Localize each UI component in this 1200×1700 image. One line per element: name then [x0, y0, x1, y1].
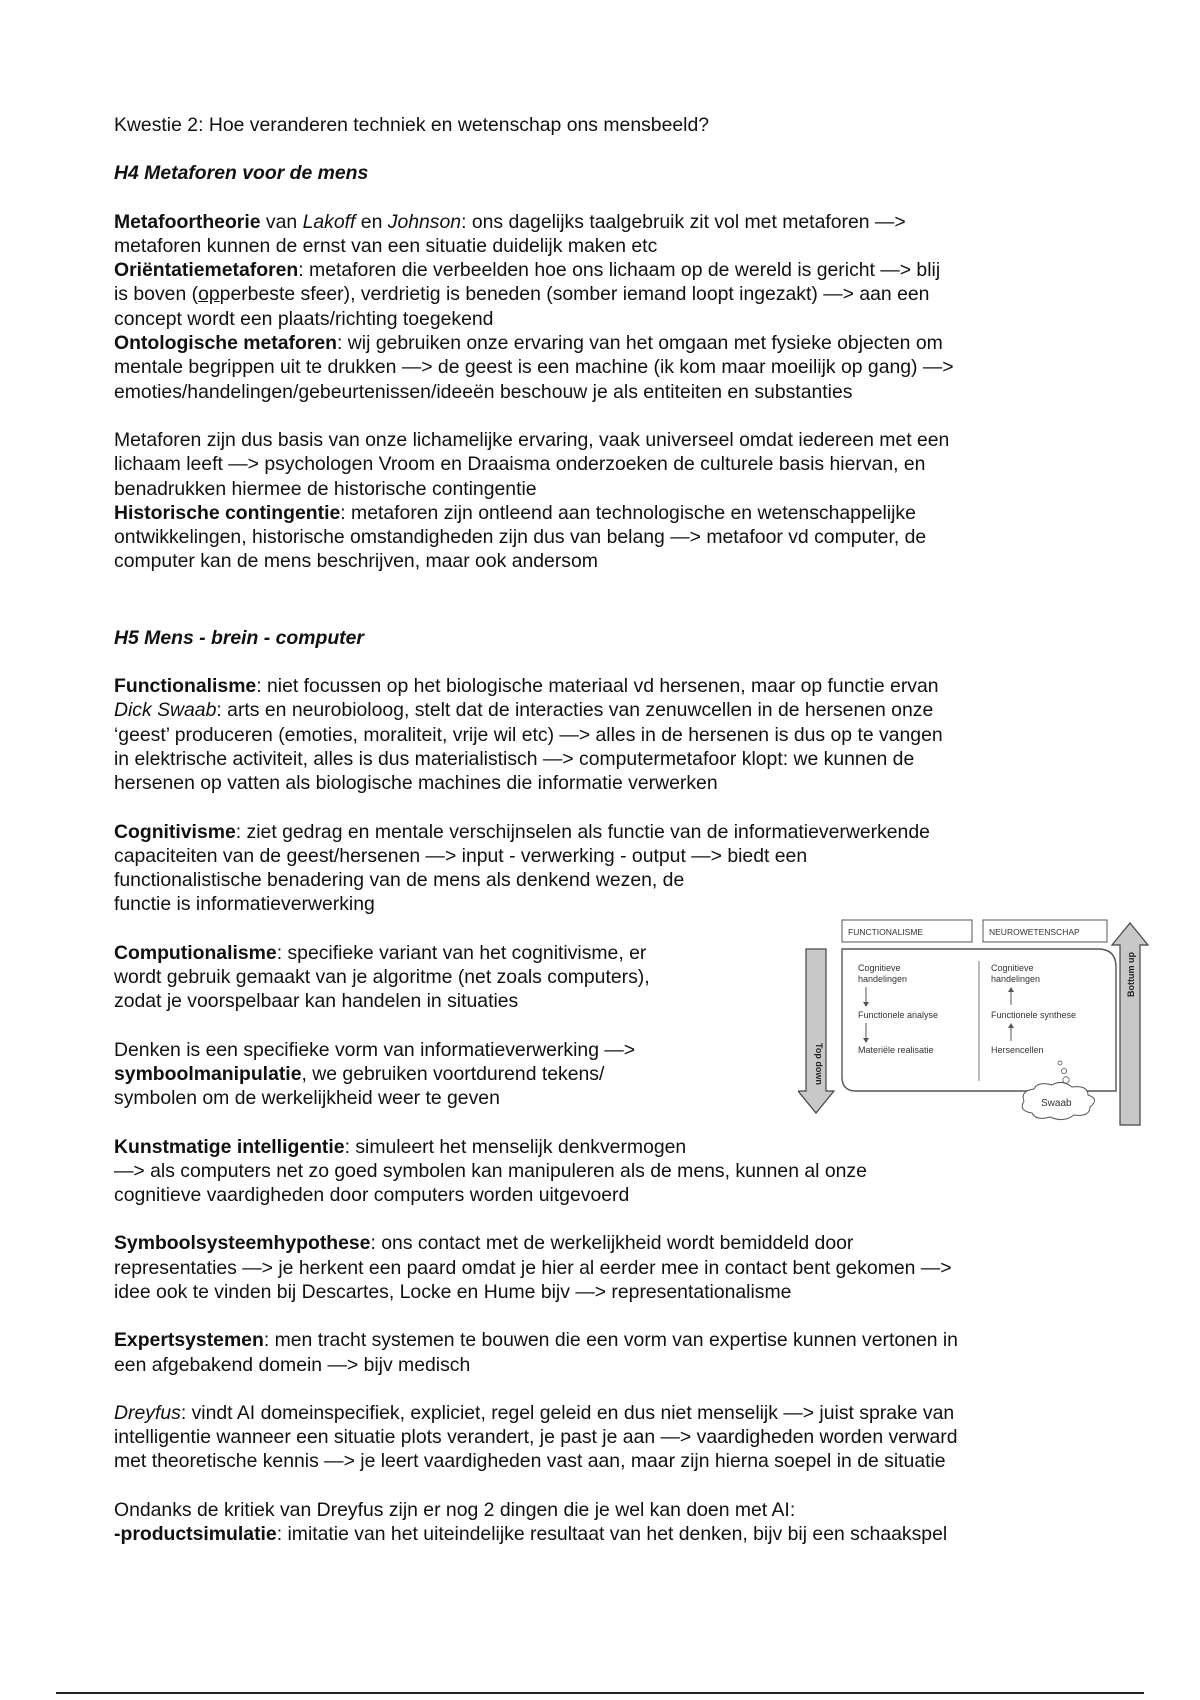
swaab-line-3: in elektrische activiteit, alles is dus materialistisch —> computermetafoor klopt: we kunnen de — [114, 747, 915, 770]
bottom-up-label: Bottum up — [1126, 952, 1136, 997]
swaab-line-4: hersenen op vatten als biologische machines die informatie verwerken — [114, 772, 718, 795]
heading-h5: H5 Mens - brein - computer — [114, 626, 364, 649]
term-productsimulatie: productsimulatie — [120, 1523, 277, 1546]
text-fragment: : imitatie van het uiteindelijke resultaat van het denken, bijv bij een schaakspel — [276, 1523, 948, 1546]
ontologisch-line-1 — [114, 331, 1104, 355]
term-ontologische-metaforen: Ontologische metaforen — [114, 332, 338, 355]
symboolsysteem-line-1 — [114, 1231, 1104, 1255]
ondanks-line-2 — [114, 1522, 1104, 1546]
text-fragment: : ons contact met de werkelijkheid wordt bemiddeld door — [370, 1232, 854, 1255]
cloud-label-swaab: Swaab — [1041, 1098, 1072, 1109]
left-item-2: Functionele analyse — [858, 1010, 939, 1020]
list-dash: - — [114, 1523, 121, 1546]
historisch-line-2: ontwikkelingen, historische omstandigheden zijn dus van belang —> metafoor vd computer, de — [114, 526, 927, 549]
text-fragment: : men tracht systemen te bouwen die een vorm van expertise kunnen vertonen in — [263, 1329, 958, 1352]
term-historische-contingentie: Historische contingentie — [114, 501, 341, 524]
left-item-1b: handelingen — [858, 974, 908, 984]
basis-line-3: benadrukken hiermee de historische contingentie — [114, 477, 537, 500]
text-fragment: : vindt AI domeinspecifiek, expliciet, regel geleid en dus niet menselijk —> juist sprake van — [180, 1401, 955, 1424]
text-fragment: van — [260, 210, 303, 233]
dreyfus-line-1 — [114, 1401, 1104, 1425]
term-symboolmanipulatie: symboolmanipulatie — [114, 1062, 302, 1085]
term-metafoortheorie: Metafoortheorie — [114, 210, 261, 233]
basis-line-1: Metaforen zijn dus basis van onze lichamelijke ervaring, vaak universeel omdat iedereen met een — [114, 428, 950, 451]
cognitivisme-line-2: capaciteiten van de geest/hersenen —> input - verwerking - output —> biedt een — [114, 844, 808, 867]
text-fragment: : metaforen zijn ontleend aan technologische en wetenschappelijke — [340, 501, 916, 524]
expert-line-2: een afgebakend domein —> bijv medisch — [114, 1353, 471, 1376]
author-lakoff: Lakoff — [302, 210, 356, 233]
term-orientatiemetaforen: Oriëntatiemetaforen — [114, 259, 299, 282]
denken-line-3: symbolen om de werkelijkheid weer te geven — [114, 1087, 500, 1110]
diagram-headers — [842, 920, 1107, 942]
text-fragment: : specifieke variant van het cognitivisme, er — [276, 941, 647, 964]
term-kunstmatige-intelligentie: Kunstmatige intelligentie — [114, 1135, 345, 1158]
text-fragment: : simuleert het menselijk denkvermogen — [344, 1135, 687, 1158]
right-item-2: Functionele synthese — [991, 1010, 1077, 1020]
top-down-label: Top down — [814, 1043, 824, 1085]
computionalisme-line-2: wordt gebruik gemaakt van je algoritme (net zoals computers), — [114, 966, 650, 989]
top-down-arrow — [798, 949, 834, 1113]
right-item-1a: Cognitieve — [991, 963, 1034, 973]
name-dick-swaab: Dick Swaab — [114, 699, 217, 722]
swaab-line-2: ‘geest’ produceren (emoties, moraliteit, vrije wil etc) —> alles in de hersenen is dus op te vangen — [114, 723, 943, 746]
term-computionalisme: Computionalisme — [114, 941, 277, 964]
historisch-line-3: computer kan de mens beschrijven, maar ook andersom — [114, 550, 598, 573]
ondanks-line-1: Ondanks de kritiek van Dreyfus zijn er nog 2 dingen die je wel kan doen met AI: — [114, 1498, 796, 1521]
ontologisch-line-3: emoties/handelingen/gebeurtenissen/ideeën beschouw je als entiteiten en substanties — [114, 380, 853, 403]
functionalism-neuroscience-diagram — [798, 913, 1150, 1127]
term-expertsystemen: Expertsystemen — [114, 1329, 264, 1352]
text-fragment: : metaforen die verbeelden hoe ons lichaam op de wereld is gericht —> blij — [298, 259, 941, 282]
underlined-fragment: op — [198, 283, 220, 306]
symboolsysteem-line-3: idee ook te vinden bij Descartes, Locke en Hume bijv —> representationalisme — [114, 1280, 792, 1303]
text-fragment: is boven ( — [114, 283, 199, 306]
term-cognitivisme: Cognitivisme — [114, 820, 236, 843]
ki-line-1 — [114, 1135, 1104, 1159]
text-fragment: : ziet gedrag en mentale verschijnselen als functie van de informatieverwerkende — [235, 820, 930, 843]
text-fragment: : ons dagelijks taalgebruik zit vol met metaforen —> — [461, 210, 906, 233]
text-fragment: : niet focussen op het biologische materiaal vd hersenen, maar op functie ervan — [256, 675, 939, 698]
text-fragment: perbeste sfeer), verdrietig is beneden (somber iemand loopt ingezakt) —> aan een — [219, 283, 930, 306]
symboolsysteem-line-2: representaties —> je herkent een paard omdat je hier al eerder mee in contact bent gekomen —> — [114, 1256, 952, 1279]
ontologisch-line-2: mentale begrippen uit te drukken —> de geest is een machine (ik kom maar moeilijk op gang) —> — [114, 356, 954, 379]
orientatie-line-2 — [114, 282, 1104, 306]
swaab-line-1 — [114, 698, 1104, 722]
left-item-3: Materiële realisatie — [858, 1045, 934, 1055]
footer-rule — [56, 1692, 1144, 1694]
basis-line-2: lichaam leeft —> psychologen Vroom en Draaisma onderzoeken de culturele basis hiervan, en — [114, 453, 926, 476]
cognitivisme-line-4: functie is informatieverwerking — [114, 893, 375, 916]
cognitivisme-line-1 — [114, 820, 1104, 844]
term-symboolsysteemhypothese: Symboolsysteemhypothese — [114, 1232, 371, 1255]
historisch-line-1 — [114, 501, 1104, 525]
orientatie-line-1 — [114, 258, 1104, 282]
dreyfus-line-2: intelligentie wanneer een situatie plots verandert, je past je aan —> vaardigheden worden verward — [114, 1426, 958, 1449]
author-johnson: Johnson — [387, 210, 462, 233]
metafoortheorie-line-1 — [114, 210, 1104, 234]
header-neurowetenschap: NEUROWETENSCHAP — [989, 927, 1080, 937]
right-item-1b: handelingen — [991, 974, 1041, 984]
functionalisme-line — [114, 674, 1104, 698]
text-fragment: : arts en neurobioloog, stelt dat de interacties van zenuwcellen in de hersenen onze — [216, 699, 934, 722]
heading-h4: H4 Metaforen voor de mens — [114, 162, 369, 185]
name-dreyfus: Dreyfus — [114, 1401, 181, 1424]
expert-line-1 — [114, 1328, 1104, 1352]
ki-line-3: cognitieve vaardigheden door computers worden uitgevoerd — [114, 1184, 630, 1207]
text-fragment: : wij gebruiken onze ervaring van het omgaan met fysieke objecten om — [337, 332, 943, 355]
right-item-3: Hersencellen — [991, 1045, 1044, 1055]
left-item-1a: Cognitieve — [858, 963, 901, 973]
orientatie-line-3: concept wordt een plaats/richting toegekend — [114, 307, 494, 330]
text-fragment: , we gebruiken voortdurend tekens/ — [301, 1062, 605, 1085]
bottom-up-arrow — [1112, 923, 1148, 1125]
term-functionalisme: Functionalisme — [114, 675, 257, 698]
cognitivisme-line-3: functionalistische benadering van de mens als denkend wezen, de — [114, 869, 685, 892]
computionalisme-line-3: zodat je voorspelbaar kan handelen in situaties — [114, 990, 519, 1013]
denken-line-1: Denken is een specifieke vorm van informatieverwerking —> — [114, 1038, 636, 1061]
intro-line: Kwestie 2: Hoe veranderen techniek en wetenschap ons mensbeeld? — [114, 114, 710, 136]
dreyfus-line-3: met theoretische kennis —> je leert vaardigheden vast aan, maar zijn hierna soepel in de situatie — [114, 1450, 946, 1473]
header-functionalisme: FUNCTIONALISME — [848, 927, 924, 937]
text-fragment: en — [355, 210, 388, 233]
ki-line-2: —> als computers net zo goed symbolen kan manipuleren als de mens, kunnen al onze — [114, 1159, 867, 1182]
metafoortheorie-line-2: metaforen kunnen de ernst van een situatie duidelijk maken etc — [114, 234, 658, 257]
document-page — [114, 113, 1104, 1546]
